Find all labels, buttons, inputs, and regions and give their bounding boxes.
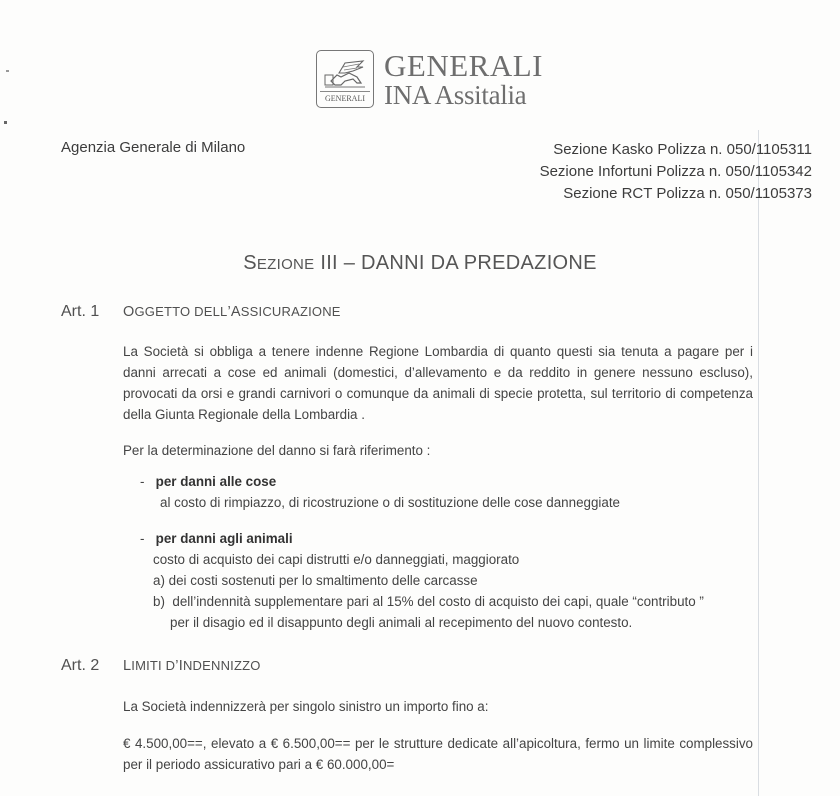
title-cap: L bbox=[123, 658, 132, 674]
policy-list bbox=[540, 139, 812, 205]
title-cap: O bbox=[123, 304, 135, 320]
article-number: Art. 1 bbox=[61, 303, 100, 320]
policy-infortuni: Sezione Infortuni Polizza n. 050/1105342 bbox=[539, 163, 812, 180]
damage-item-things bbox=[140, 471, 276, 492]
title-cap: ’I bbox=[175, 658, 183, 674]
subitem-label: b) bbox=[153, 594, 165, 609]
page-fold-line bbox=[758, 130, 759, 796]
policy-rct: Sezione RCT Polizza n. 050/1105373 bbox=[563, 185, 812, 202]
subitem-text: dell’indennità supplementare pari al 15% del costo di acquisto dei capi, quale “contributo ” bbox=[172, 594, 704, 609]
company-logo bbox=[316, 48, 543, 110]
title-rest: IMITI D bbox=[131, 658, 176, 673]
scan-speck bbox=[6, 70, 9, 72]
dash-marker: - bbox=[140, 531, 145, 546]
policy-kasko: Sezione Kasko Polizza n. 050/1105311 bbox=[553, 141, 812, 158]
winged-lion-icon bbox=[323, 59, 367, 89]
item-heading: per danni alle cose bbox=[155, 474, 277, 489]
section-title-smallcaps: EZIONE bbox=[256, 256, 315, 273]
title-rest: GGETTO DELL bbox=[134, 304, 228, 319]
scan-speck bbox=[4, 121, 7, 124]
article-1-intro: La Società si obbliga a tenere indenne Regione Lombardia di quanto questi sia tenuta a pagare per i danni arrecati a cose ed animali (domestici, d’allevamento e da reddito in genere nessuno escluso), provocati da orsi e grandi carnivori o comunque da animali di specie protetta, sul territorio di competenza della Giunta Regionale della Lombardia . bbox=[123, 344, 753, 422]
subitem-text: dei costi sostenuti per lo smaltimento delle carcasse bbox=[168, 573, 478, 588]
damage-item-animals-text: costo di acquisto dei capi distrutti e/o danneggiati, maggiorato bbox=[153, 552, 520, 567]
brand-line-1: GENERALI bbox=[384, 47, 543, 83]
article-title bbox=[123, 304, 341, 320]
subitem-a bbox=[153, 570, 478, 591]
section-title bbox=[0, 252, 840, 275]
article-2-heading bbox=[61, 657, 261, 675]
article-number: Art. 2 bbox=[61, 657, 100, 674]
subitem-b-continued: per il disagio ed il disappunto degli animali al recepimento del nuovo contesto. bbox=[170, 615, 633, 630]
article-2-intro: La Società indennizzerà per singolo sinistro un importo fino a: bbox=[123, 699, 489, 714]
lion-emblem bbox=[316, 50, 374, 108]
section-title-initial: S bbox=[243, 252, 257, 274]
title-cap: ’A bbox=[227, 304, 241, 320]
article-title bbox=[123, 658, 261, 674]
brand-line-2: INA Assitalia bbox=[384, 79, 527, 110]
title-rest: NDENNIZZO bbox=[182, 658, 261, 673]
emblem-caption: GENERALI bbox=[320, 91, 370, 103]
agency-name: Agenzia Generale di Milano bbox=[61, 139, 246, 156]
article-1-heading bbox=[61, 303, 341, 321]
section-title-main: III – DANNI DA PREDAZIONE bbox=[320, 252, 597, 274]
brand-wordmark bbox=[384, 47, 543, 110]
dash-marker: - bbox=[140, 474, 145, 489]
article-2-limits: € 4.500,00==, elevato a € 6.500,00== per le strutture dedicate all’apicoltura, fermo un limite complessivo per il periodo assicurativo pari a € 60.000,00= bbox=[123, 736, 753, 772]
damage-item-things-text: al costo di rimpiazzo, di ricostruzione o di sostituzione delle cose danneggiate bbox=[160, 495, 621, 510]
title-rest: SSICURAZIONE bbox=[240, 304, 341, 319]
subitem-b bbox=[153, 591, 704, 612]
article-1-reference-lead: Per la determinazione del danno si farà riferimento : bbox=[123, 443, 431, 458]
item-heading: per danni agli animali bbox=[155, 531, 293, 546]
subitem-label: a) bbox=[153, 573, 165, 588]
damage-item-animals bbox=[140, 528, 293, 549]
